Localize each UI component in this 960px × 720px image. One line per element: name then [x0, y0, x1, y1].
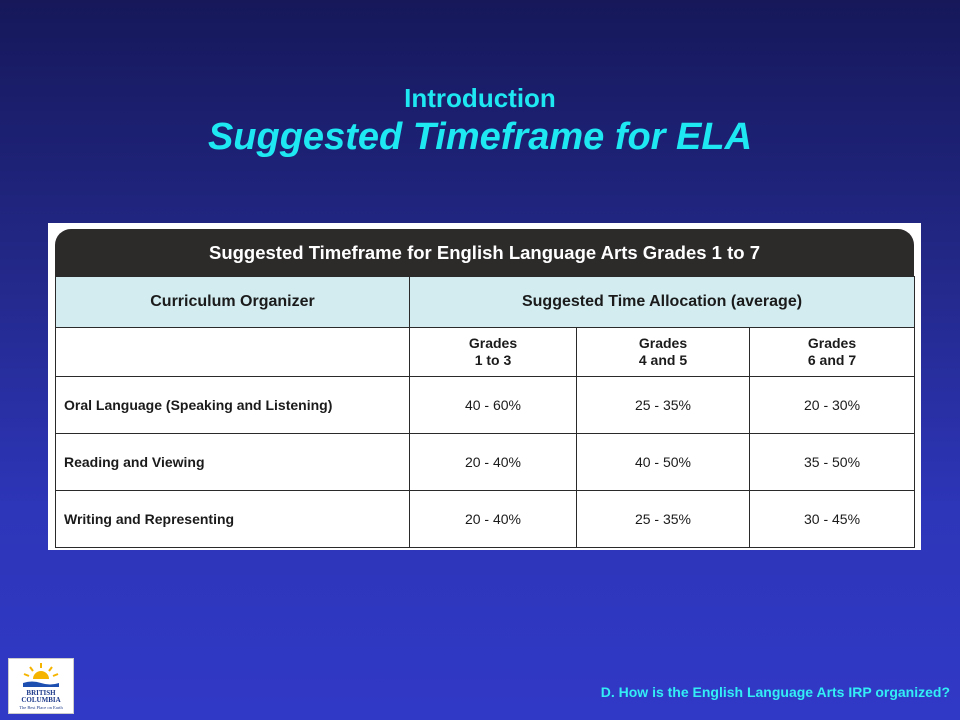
- cell-value: 25 - 35%: [577, 491, 750, 548]
- grade-label: Grades: [638, 335, 688, 351]
- cell-value: 40 - 60%: [410, 377, 577, 434]
- timeframe-grid: [55, 276, 915, 548]
- cell-value: 30 - 45%: [750, 491, 915, 548]
- cell-value: 35 - 50%: [750, 434, 915, 491]
- grade-label: Grades: [468, 335, 518, 351]
- timeframe-table-image: [48, 223, 921, 550]
- table-row: [56, 377, 915, 434]
- table-header-row: [56, 277, 915, 328]
- cell-value: 20 - 40%: [410, 491, 577, 548]
- grade-header-1-3: [410, 328, 577, 377]
- cell-value: 20 - 40%: [410, 434, 577, 491]
- row-organizer: Reading and Viewing: [56, 434, 410, 491]
- irp-organized-link[interactable]: D. How is the English Language Arts IRP organized?: [600, 684, 950, 700]
- bc-sun-logo-icon: [9, 659, 73, 713]
- grade-range: 6 and 7: [807, 352, 857, 368]
- slide-title: Introduction: [404, 83, 556, 113]
- logo-line2: COLUMBIA: [21, 696, 61, 704]
- cell-value: 40 - 50%: [577, 434, 750, 491]
- table-caption: Suggested Timeframe for English Language Arts Grades 1 to 7: [55, 229, 914, 276]
- empty-cell: [56, 328, 410, 377]
- column-header-allocation: Suggested Time Allocation (average): [410, 277, 915, 328]
- grade-label: Grades: [807, 335, 857, 351]
- grade-header-6-7: [750, 328, 915, 377]
- grades-row: [56, 328, 915, 377]
- logo-line1: BRITISH: [26, 689, 56, 697]
- cell-value: 25 - 35%: [577, 377, 750, 434]
- cell-value: 20 - 30%: [750, 377, 915, 434]
- logo-tagline: The Best Place on Earth: [19, 705, 63, 710]
- slide-subtitle: Suggested Timeframe for ELA: [207, 116, 753, 158]
- column-header-organizer: Curriculum Organizer: [56, 277, 410, 328]
- slide-title-block: [0, 82, 960, 159]
- grade-header-4-5: [577, 328, 750, 377]
- table-row: [56, 434, 915, 491]
- timeframe-table: [55, 229, 914, 545]
- grade-range: 4 and 5: [638, 352, 688, 368]
- grade-range: 1 to 3: [474, 352, 512, 368]
- table-row: [56, 491, 915, 548]
- row-organizer: Writing and Representing: [56, 491, 410, 548]
- british-columbia-logo: [8, 658, 74, 714]
- row-organizer: Oral Language (Speaking and Listening): [56, 377, 410, 434]
